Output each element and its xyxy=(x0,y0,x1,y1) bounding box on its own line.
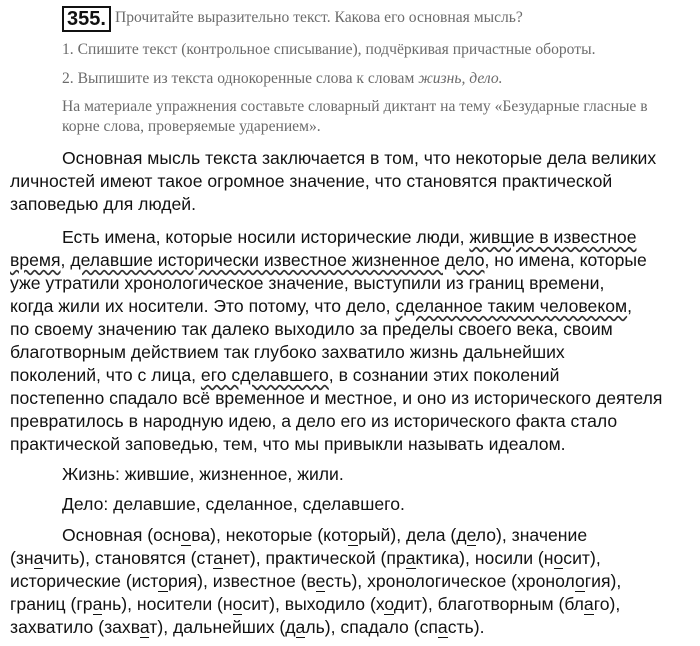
stressed-vowel: о xyxy=(181,525,192,545)
stressed-vowel: е xyxy=(315,571,326,591)
main-idea-line-3: заповедью для людей. xyxy=(10,194,197,214)
participial-phrase: его сделавшего xyxy=(200,365,329,385)
participial-phrase: живщие в известное xyxy=(469,227,637,247)
text-span: , xyxy=(60,250,71,270)
text-line-8: постепенно спадало всё временное и местное, и оно из исторического деятеля xyxy=(10,388,663,408)
root-text: сит), выходило (х xyxy=(242,594,385,614)
task-2-words: жизнь, дело. xyxy=(418,70,503,87)
text-line-9: превратилось в народную идею, а дело его из исторического факта стало xyxy=(10,411,618,431)
root-text: т), дальнейших (д xyxy=(149,617,296,637)
exercise-title-line xyxy=(62,6,672,32)
stressed-vowel: а xyxy=(405,548,416,568)
roots-line-1 xyxy=(62,524,587,546)
root-text: го), xyxy=(593,594,621,614)
task-2 xyxy=(62,69,672,89)
root-text: чить), становятся (ст xyxy=(43,548,214,568)
participial-phrase: сделанное таким человеком xyxy=(395,296,628,316)
text-span: , но имена, которые xyxy=(484,250,647,270)
root-text: нет), практической (пр xyxy=(222,548,406,568)
participial-phrase: делавшие исторически известное жизненное дело xyxy=(70,250,485,270)
stressed-vowel: а xyxy=(213,548,223,568)
root-text: ктика), носили (н xyxy=(415,548,554,568)
roots-line-3 xyxy=(10,570,621,592)
exercise-note: На материале упражнения составьте словарный диктант на тему «Безударные гласные в корне слова, проверяемые ударением». xyxy=(62,98,648,135)
root-text: Основная (осн xyxy=(62,525,182,545)
root-text: сит), xyxy=(563,548,601,568)
root-text: нь), носители (н xyxy=(102,594,233,614)
life-cognates: Жизнь: жившие, жизненное, жили. xyxy=(62,464,344,484)
root-text: захватило (захв xyxy=(10,617,140,637)
exercise-number: 355. xyxy=(62,6,111,32)
root-text: границ (гр xyxy=(10,594,93,614)
root-text: дит), благотворным (бл xyxy=(393,594,584,614)
text-line-10: практической заповедью, тем, что мы привыкли называть идеалом. xyxy=(10,434,566,454)
stressed-vowel: о xyxy=(232,594,243,614)
roots-line-5 xyxy=(10,616,484,638)
text-span: , в сознании этих поколений xyxy=(328,365,560,385)
text-line-1 xyxy=(62,226,636,248)
main-idea-line-2: личностей имеют такое огромное значение, что становятся практической xyxy=(10,171,613,191)
stressed-vowel: о xyxy=(348,525,359,545)
stressed-vowel: о xyxy=(574,571,585,591)
stressed-vowel: а xyxy=(139,617,150,637)
text-span: Есть имена, которые носили исторические люди, xyxy=(62,227,470,247)
stressed-vowel: а xyxy=(583,594,594,614)
stressed-vowel: о xyxy=(158,571,168,591)
text-line-3: уже утратили хронологическое значение, выступили из границ времени, xyxy=(10,273,605,293)
exercise-instruction: Прочитайте выразительно текст. Какова его основная мысль? xyxy=(114,9,523,26)
text-span: поколений, что с лица, xyxy=(10,365,201,385)
text-line-5: по своему значению так далеко выходило за пределы своего века, своим xyxy=(10,319,613,339)
text-line-2 xyxy=(10,249,647,271)
main-idea-line-1: Основная мысль текста заключается в том, что некоторые дела великих xyxy=(62,148,657,168)
stressed-vowel: а xyxy=(92,594,103,614)
stressed-vowel: а xyxy=(295,617,306,637)
stressed-vowel: е xyxy=(466,525,476,545)
root-text: ло), значение xyxy=(475,525,588,545)
root-text: сть), хронологическое (хронол xyxy=(325,571,575,591)
root-text: сть). xyxy=(447,617,485,637)
stressed-vowel: о xyxy=(384,594,394,614)
stressed-vowel: а xyxy=(437,617,448,637)
root-text: исторические (ист xyxy=(10,571,159,591)
root-text: ва), некоторые (кот xyxy=(191,525,349,545)
root-text: рый), дела (д xyxy=(358,525,467,545)
text-span: , xyxy=(627,296,633,316)
text-line-4 xyxy=(10,295,632,317)
stressed-vowel: о xyxy=(553,548,564,568)
text-span: когда жили их носители. Это потому, что дело, xyxy=(10,296,396,316)
deed-cognates: Дело: делавшие, сделанное, сделавшего. xyxy=(62,494,405,514)
task-1: 1. Спишите текст (контрольное списывание), подчёркивая причастные обороты. xyxy=(62,41,596,58)
stressed-vowel: а xyxy=(33,548,44,568)
task-2-text: 2. Выпишите из текста однокоренные слова к словам xyxy=(62,70,419,87)
root-text: ль), спадало (сп xyxy=(305,617,438,637)
participial-phrase: время xyxy=(10,250,61,270)
text-line-7 xyxy=(10,364,559,386)
root-text: гия), xyxy=(584,571,622,591)
root-text: (зн xyxy=(10,548,34,568)
roots-line-2 xyxy=(10,547,601,569)
text-line-6: благотворным действием так глубоко захватило жизнь дальнейших xyxy=(10,342,565,362)
roots-line-4 xyxy=(10,593,620,615)
root-text: рия), известное (в xyxy=(167,571,316,591)
